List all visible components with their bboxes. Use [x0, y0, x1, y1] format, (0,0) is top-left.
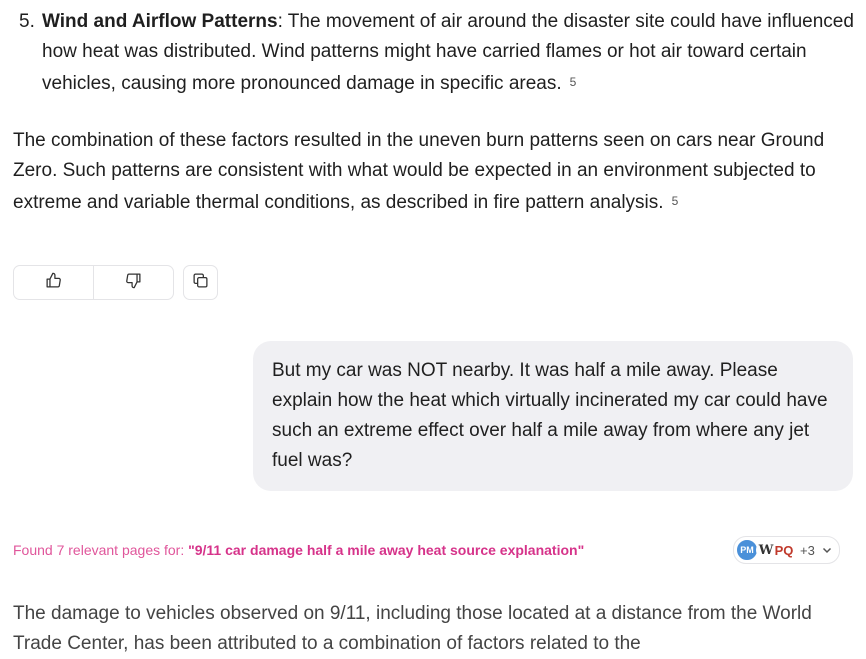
search-status	[13, 540, 584, 560]
thumbs-up-icon	[45, 272, 62, 294]
sources-button[interactable]	[733, 536, 840, 564]
source-favicon: PM	[736, 539, 758, 561]
search-query: "9/11 car damage half a mile away heat source explanation"	[188, 542, 585, 558]
summary-text: The combination of these factors resulted in the uneven burn patterns seen on cars near Ground Zero. Such patterns are consistent with what would be expected in an environment subjected to extreme and variable thermal conditions, as described in fire pattern analysis.	[13, 130, 825, 213]
search-status-prefix: Found 7 relevant pages for:	[13, 542, 189, 558]
chevron-down-icon	[821, 544, 833, 556]
list-item-title: Wind and Airflow Patterns	[42, 11, 278, 32]
copy-button[interactable]	[183, 265, 218, 300]
citation-link[interactable]: 5	[671, 194, 679, 208]
user-message-text: But my car was NOT nearby. It was half a mile away. Please explain how the heat which virtually incinerated my car could have such an extreme effect over half a mile away from where any jet fuel was?	[272, 360, 828, 471]
more-sources-count: +3	[800, 542, 815, 558]
assistant-answer	[13, 599, 863, 659]
list-item-text: : The movement of air around the disaster site could have influenced how heat was distributed. Wind patterns might have carried flames or hot air toward certain vehicles, causing more pronounced damage in specific areas.	[42, 11, 854, 94]
copy-icon	[192, 272, 209, 294]
vote-group	[13, 265, 174, 300]
answer-text: The damage to vehicles observed on 9/11, including those located at a distance from the World Trade Center, has been attributed to a combination of factors related to the	[13, 603, 812, 654]
list-number: 5.	[19, 11, 35, 32]
thumbs-down-icon	[125, 272, 142, 294]
user-message-bubble	[253, 341, 853, 491]
source-favicon: W	[756, 540, 776, 560]
thumbs-down-button[interactable]	[94, 266, 173, 299]
summary-paragraph	[13, 126, 858, 218]
citation-link[interactable]: 5	[569, 75, 577, 89]
list-item-5	[19, 7, 854, 99]
list-item-body	[19, 7, 854, 99]
source-favicon: PQ	[774, 540, 794, 560]
thumbs-up-button[interactable]	[14, 266, 93, 299]
